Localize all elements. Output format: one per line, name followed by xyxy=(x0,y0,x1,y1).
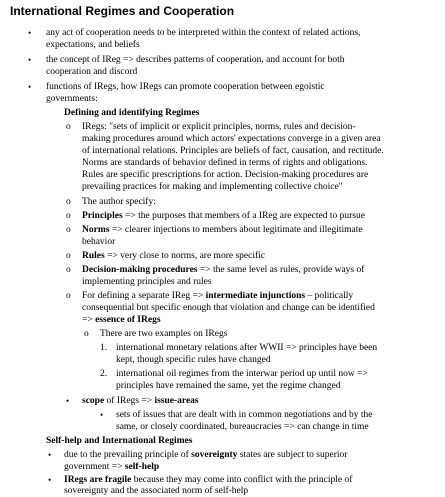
decision-making-item-line-1: Decision-making procedures => the same level as rules, provide ways of xyxy=(82,265,365,275)
principles-item: Principles => the purposes that members of a IReg are expected to pursue xyxy=(82,211,365,221)
bullet-marker: • xyxy=(28,82,32,92)
example-1-line-2: kept, though specific rules have changed xyxy=(116,355,271,365)
example-1-line-1: international monetary relations after WWII => principles have been xyxy=(116,343,378,353)
number-marker-2: 2. xyxy=(100,369,108,379)
fragile-line-2: sovereignty and the associated norm of self-help xyxy=(64,486,249,496)
circle-marker: o xyxy=(66,251,71,261)
definition-line-1: IRegs: "sets of implicit or explicit principles, norms, rules and decision- xyxy=(82,122,356,132)
circle-marker: o xyxy=(66,122,71,132)
sovereignty-line-1: due to the prevailing principle of sovereignty states are subject to superior xyxy=(64,450,348,460)
fragile-line-1: IRegs are fragile because they may come into conflict with the principle of xyxy=(64,475,353,485)
definition-line-4: Norms are standards of behavior defined in terms of rights and obligations. xyxy=(82,158,368,168)
norms-item-line-2: behavior xyxy=(82,237,116,247)
bullet-3-line-2: governments: xyxy=(46,94,98,104)
example-2-line-1: international oil regimes from the interwar period up until now => xyxy=(116,369,368,379)
bullet-2-line-1: the concept of IReg => describes patterns of cooperation, and account for both xyxy=(46,55,345,65)
bullet-marker: • xyxy=(48,450,52,460)
issue-areas-line-2: same, or closely coordinated, bureaucracies => can change in time xyxy=(116,422,369,432)
examples-intro: There are two examples on IRegs xyxy=(100,329,228,339)
definition-line-2: making procedures around which actors' expectations converge in a given area xyxy=(82,134,381,144)
circle-marker: o xyxy=(66,291,71,301)
definition-line-5: Rules are specific prescriptions for action. Decision-making procedures are xyxy=(82,170,369,180)
bullet-3-line-1: functions of IRegs, how IRegs can promote cooperation between egoistic xyxy=(46,82,325,92)
page-title: International Regimes and Cooperation xyxy=(10,4,235,18)
example-2-line-2: principles have remained the same, yet the regime changed xyxy=(116,381,341,391)
bullet-1-line-1: any act of cooperation needs to be interpreted within the context of related actions, xyxy=(46,28,361,38)
bullet-2-line-2: cooperation and discord xyxy=(46,67,138,77)
circle-marker: o xyxy=(66,197,71,207)
decision-making-item-line-2: implementing principles and rules xyxy=(82,277,212,287)
circle-marker: o xyxy=(66,211,71,221)
bullet-marker: • xyxy=(28,55,32,65)
bullet-marker: • xyxy=(66,396,70,406)
section-heading-self-help: Self-help and International Regimes xyxy=(46,436,193,446)
rules-item: Rules => very close to norms, are more specific xyxy=(82,251,265,261)
definition-line-3: of international relations. Principles are beliefs of fact, causation, and rectitude. xyxy=(82,146,384,156)
sovereignty-line-2: government => self-help xyxy=(64,462,160,472)
separate-ireg-line-1: For defining a separate IReg => intermediate injunctions – politically xyxy=(82,291,354,301)
separate-ireg-line-2: consequential but specific enough that violation and change can be identified xyxy=(82,303,375,313)
circle-marker: o xyxy=(66,225,71,235)
definition-line-6: prevailing practices for making and implementing collective choice" xyxy=(82,182,343,192)
number-marker-1: 1. xyxy=(100,343,108,353)
author-specify: The author specify: xyxy=(82,197,156,207)
separate-ireg-line-3: => essence of IRegs xyxy=(82,315,161,325)
circle-marker: o xyxy=(66,265,71,275)
bullet-marker: • xyxy=(48,475,52,485)
bullet-marker: • xyxy=(28,28,32,38)
bullet-1-line-2: expectations, and beliefs xyxy=(46,40,140,50)
section-heading-defining: Defining and identifying Regimes xyxy=(64,108,200,118)
norms-item-line-1: Norms => clearer injections to members about legitimate and illegitimate xyxy=(82,225,363,235)
bullet-marker: • xyxy=(100,410,104,420)
scope-item: scope of IRegs => issue-areas xyxy=(82,396,199,406)
circle-marker: o xyxy=(84,329,89,339)
issue-areas-line-1: sets of issues that are dealt with in common negotiations and by the xyxy=(116,410,373,420)
